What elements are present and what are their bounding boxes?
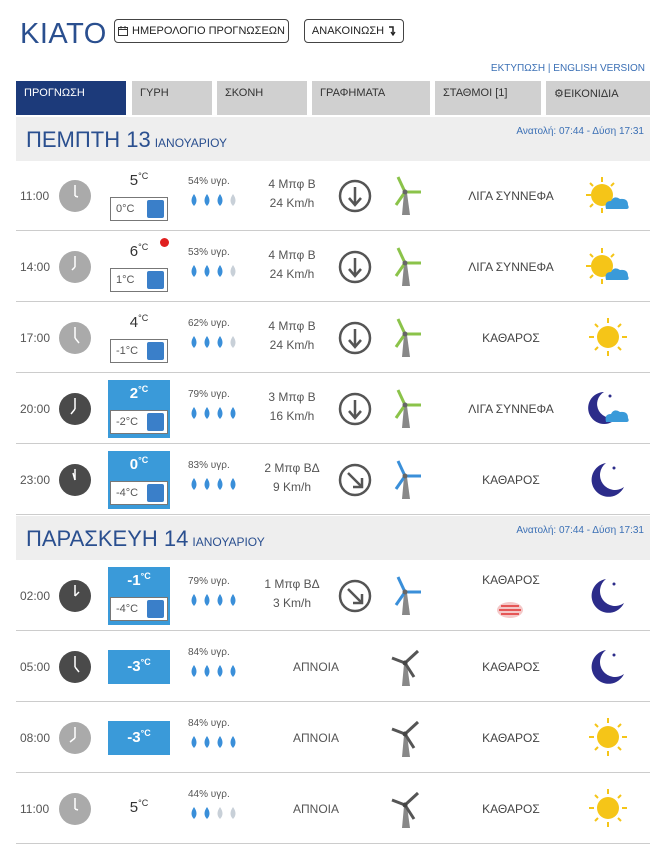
wind-info bbox=[262, 388, 322, 426]
feels-like-box bbox=[110, 410, 168, 434]
tab-label: ΣΚΟΝΗ bbox=[225, 87, 264, 99]
temperature bbox=[108, 571, 170, 589]
temperature-box bbox=[108, 721, 170, 755]
return-arrow-icon bbox=[388, 26, 396, 36]
humidity: 44% υγρ. bbox=[188, 789, 230, 800]
weather-condition: ΚΑΘΑΡΟΣ bbox=[482, 473, 540, 487]
degree-unit: °C bbox=[138, 242, 149, 252]
moon-icon bbox=[584, 459, 632, 499]
feels-like-value: 0°C bbox=[116, 203, 135, 215]
feels-like-value: -4°C bbox=[116, 603, 139, 615]
tab-label: ΓΡΑΦΗΜΑΤΑ bbox=[320, 87, 386, 99]
row-time: 14:00 bbox=[20, 260, 51, 274]
sun-icon bbox=[584, 317, 632, 357]
temperature bbox=[108, 455, 170, 473]
degree-unit: °C bbox=[138, 313, 149, 323]
wind-info bbox=[262, 459, 322, 497]
temperature-value: 2 bbox=[129, 385, 139, 402]
wind-speed: 3 Km/h bbox=[272, 596, 311, 610]
day-header bbox=[16, 117, 650, 161]
tab-label: ΠΡΟΓΝΩΣΗ bbox=[24, 87, 85, 99]
humidity-drops-icon bbox=[188, 735, 240, 749]
wind-beaufort: 4 Μπφ Β bbox=[268, 248, 316, 262]
wind-direction-icon bbox=[338, 463, 372, 497]
temperature-value: -3 bbox=[127, 658, 141, 675]
feels-like-box bbox=[110, 481, 168, 505]
calendar-button-label: ΗΜΕΡΟΛΟΓΙΟ ΠΡΟΓΝΩΣΕΩΝ bbox=[132, 25, 285, 37]
wind-direction-icon bbox=[338, 179, 372, 213]
wind-calm: ΑΠΝΟΙΑ bbox=[292, 802, 339, 816]
moon-icon bbox=[584, 575, 632, 615]
tab-bar bbox=[16, 81, 650, 115]
wind-turbine-icon bbox=[388, 717, 424, 759]
city-title: ΚΙΑΤΟ bbox=[20, 18, 107, 50]
temperature-value: 5 bbox=[129, 172, 139, 189]
feels-like-value: -4°C bbox=[116, 487, 139, 499]
humidity: 62% υγρ. bbox=[188, 318, 230, 329]
clock-icon bbox=[58, 579, 92, 613]
wind-info bbox=[262, 175, 322, 213]
humidity-drops-icon bbox=[188, 406, 240, 420]
weather-condition: ΚΑΘΑΡΟΣ bbox=[482, 573, 540, 587]
tab-pollen[interactable] bbox=[132, 81, 212, 115]
temperature bbox=[108, 384, 170, 402]
wind-turbine-icon bbox=[388, 388, 424, 430]
wind-direction-icon bbox=[338, 579, 372, 613]
announcement-button-label: ΑΝΑΚΟΙΝΩΣΗ bbox=[311, 25, 385, 37]
degree-unit: °C bbox=[138, 384, 149, 394]
row-time: 11:00 bbox=[20, 802, 50, 816]
temperature-value: 4 bbox=[129, 314, 139, 331]
humidity-drops-icon bbox=[188, 593, 240, 607]
sun-icon bbox=[584, 717, 632, 757]
tab-dust[interactable] bbox=[217, 81, 307, 115]
feels-like-box bbox=[110, 597, 168, 621]
tab-label: ΣΤΑΘΜΟΙ [1] bbox=[443, 87, 508, 99]
temperature bbox=[108, 657, 170, 675]
moon-icon bbox=[584, 646, 632, 686]
wind-direction-icon bbox=[338, 321, 372, 355]
forecast-row bbox=[16, 232, 650, 302]
day-title: ΠΕΜΠΤΗ 13 bbox=[26, 127, 151, 152]
wind-turbine-icon bbox=[388, 646, 424, 688]
clock-icon bbox=[58, 650, 92, 684]
announcement-button[interactable] bbox=[304, 19, 404, 43]
sunrise-sunset: Ανατολή: 07:44 - Δύση 17:31 bbox=[516, 126, 644, 137]
humidity-drops-icon bbox=[188, 477, 240, 491]
day-title: ΠΑΡΑΣΚΕΥΗ 14 bbox=[26, 526, 189, 551]
feels-like-value: -1°C bbox=[116, 345, 139, 357]
day-month: ΙΑΝΟΥΑΡΙΟΥ bbox=[192, 535, 265, 549]
clock-icon bbox=[58, 721, 92, 755]
temperature-box bbox=[108, 650, 170, 684]
row-time: 02:00 bbox=[20, 589, 51, 603]
row-time: 05:00 bbox=[20, 660, 51, 674]
wind-turbine-icon bbox=[388, 459, 424, 501]
partly-cloudy-sun-icon bbox=[584, 175, 632, 215]
temperature-box bbox=[108, 167, 170, 225]
humidity: 83% υγρ. bbox=[188, 460, 230, 471]
temperature-box bbox=[108, 380, 170, 438]
degree-unit: °C bbox=[138, 455, 149, 465]
weather-condition: ΚΑΘΑΡΟΣ bbox=[482, 331, 540, 345]
wind-info bbox=[262, 317, 322, 355]
feels-like-box bbox=[110, 197, 168, 221]
partly-cloudy-moon-icon bbox=[584, 388, 632, 428]
feels-like-value: -2°C bbox=[116, 416, 139, 428]
temperature bbox=[108, 798, 170, 816]
temperature bbox=[108, 313, 170, 331]
humidity-drops-icon bbox=[188, 264, 240, 278]
weather-condition: ΚΑΘΑΡΟΣ bbox=[482, 660, 540, 674]
humidity: 53% υγρ. bbox=[188, 247, 230, 258]
tab-charts[interactable] bbox=[312, 81, 430, 115]
temperature bbox=[108, 171, 170, 189]
row-time: 08:00 bbox=[20, 731, 51, 745]
wind-beaufort: 2 Μπφ ΒΔ bbox=[264, 461, 320, 475]
wind-info bbox=[262, 575, 322, 613]
wind-beaufort: 4 Μπφ Β bbox=[268, 177, 316, 191]
header-links bbox=[491, 63, 645, 74]
day-month: ΙΑΝΟΥΑΡΙΟΥ bbox=[154, 136, 228, 150]
wind-beaufort: 4 Μπφ Β bbox=[268, 319, 316, 333]
humidity: 79% υγρ. bbox=[188, 389, 230, 400]
temperature-value: 5 bbox=[129, 799, 139, 816]
temperature-box bbox=[108, 309, 170, 367]
wind-speed: 24 Km/h bbox=[269, 338, 315, 352]
degree-unit: °C bbox=[140, 728, 151, 738]
humidity-drops-icon bbox=[188, 193, 240, 207]
degree-unit: °C bbox=[140, 571, 151, 581]
feels-like-value: 1°C bbox=[116, 274, 135, 286]
tab-icons[interactable] bbox=[546, 81, 650, 115]
forecast-row bbox=[16, 303, 650, 373]
calendar-icon bbox=[118, 26, 128, 36]
wind-beaufort: 1 Μπφ ΒΔ bbox=[264, 577, 320, 591]
forecast-row bbox=[16, 774, 650, 844]
thermometer-person-icon bbox=[147, 200, 164, 218]
row-time: 11:00 bbox=[20, 189, 50, 203]
humidity-drops-icon bbox=[188, 806, 240, 820]
tab-label: ΓΥΡΗ bbox=[140, 87, 169, 99]
clock-icon bbox=[58, 792, 92, 826]
temperature-box bbox=[108, 567, 170, 625]
humidity: 79% υγρ. bbox=[188, 576, 230, 587]
thermometer-person-icon bbox=[147, 484, 164, 502]
clock-icon bbox=[58, 463, 92, 497]
day-header bbox=[16, 516, 650, 560]
tab-label: ΕΙΚΟΝΙΔΙΑ bbox=[563, 88, 619, 100]
partly-cloudy-sun-icon bbox=[584, 246, 632, 286]
humidity-drops-icon bbox=[188, 335, 240, 349]
degree-unit: °C bbox=[138, 798, 149, 808]
english-version-link[interactable]: ENGLISH VERSION bbox=[553, 63, 645, 74]
temperature-box bbox=[108, 238, 170, 296]
temperature-value: 0 bbox=[129, 456, 139, 473]
clock-icon bbox=[58, 179, 92, 213]
humidity: 84% υγρ. bbox=[188, 647, 230, 658]
wind-speed: 24 Km/h bbox=[269, 196, 315, 210]
temperature-value: 6 bbox=[129, 243, 139, 260]
forecast-row bbox=[16, 632, 650, 702]
thermometer-person-icon bbox=[147, 413, 164, 431]
header bbox=[0, 0, 653, 100]
row-time: 17:00 bbox=[20, 331, 51, 345]
wind-speed: 24 Km/h bbox=[269, 267, 315, 281]
degree-unit: °C bbox=[140, 657, 151, 667]
weather-condition: ΚΑΘΑΡΟΣ bbox=[482, 802, 540, 816]
sun-icon bbox=[584, 788, 632, 828]
feels-like-box bbox=[110, 268, 168, 292]
thermometer-person-icon bbox=[147, 600, 164, 618]
sunrise-sunset: Ανατολή: 07:44 - Δύση 17:31 bbox=[516, 525, 644, 536]
row-time: 23:00 bbox=[20, 473, 51, 487]
wind-turbine-icon bbox=[388, 246, 424, 288]
forecast-row bbox=[16, 445, 650, 515]
weather-condition: ΚΑΘΑΡΟΣ bbox=[482, 731, 540, 745]
thermometer-person-icon bbox=[147, 271, 164, 289]
weather-condition: ΛΙΓΑ ΣΥΝΝΕΦΑ bbox=[468, 189, 554, 203]
thermometer-person-icon bbox=[147, 342, 164, 360]
tab-stations[interactable] bbox=[435, 81, 541, 115]
clock-icon bbox=[58, 321, 92, 355]
gear-icon: ⚙ bbox=[554, 88, 564, 100]
fog-warning-icon bbox=[496, 601, 524, 619]
feels-like-box bbox=[110, 339, 168, 363]
day-name bbox=[26, 526, 265, 552]
degree-unit: °C bbox=[138, 171, 149, 181]
temperature bbox=[108, 728, 170, 746]
temperature-box bbox=[108, 451, 170, 509]
wind-direction-icon bbox=[338, 250, 372, 284]
row-time: 20:00 bbox=[20, 402, 51, 416]
clock-icon bbox=[58, 250, 92, 284]
wind-turbine-icon bbox=[388, 175, 424, 217]
humidity-drops-icon bbox=[188, 664, 240, 678]
wind-speed: 9 Km/h bbox=[272, 480, 311, 494]
wind-direction-icon bbox=[338, 392, 372, 426]
wind-turbine-icon bbox=[388, 317, 424, 359]
wind-beaufort: 3 Μπφ Β bbox=[268, 390, 316, 404]
temperature-value: -1 bbox=[127, 572, 141, 589]
links-separator: | bbox=[547, 63, 551, 74]
forecast-calendar-button[interactable] bbox=[114, 19, 289, 43]
forecast-row bbox=[16, 703, 650, 773]
humidity: 84% υγρ. bbox=[188, 718, 230, 729]
tab-forecast[interactable] bbox=[16, 81, 126, 115]
wind-info bbox=[262, 246, 322, 284]
wind-speed: 16 Km/h bbox=[269, 409, 315, 423]
temperature-box bbox=[108, 792, 170, 826]
forecast-row bbox=[16, 561, 650, 631]
wind-turbine-icon bbox=[388, 575, 424, 617]
forecast-row bbox=[16, 374, 650, 444]
wind-turbine-icon bbox=[388, 788, 424, 830]
wind-calm: ΑΠΝΟΙΑ bbox=[292, 660, 339, 674]
temperature-value: -3 bbox=[127, 729, 141, 746]
clock-icon bbox=[58, 392, 92, 426]
humidity: 54% υγρ. bbox=[188, 176, 230, 187]
weather-condition: ΛΙΓΑ ΣΥΝΝΕΦΑ bbox=[468, 260, 554, 274]
forecast-row bbox=[16, 161, 650, 231]
max-temp-marker bbox=[160, 238, 169, 247]
day-name bbox=[26, 127, 227, 153]
weather-condition: ΛΙΓΑ ΣΥΝΝΕΦΑ bbox=[468, 402, 554, 416]
wind-calm: ΑΠΝΟΙΑ bbox=[292, 731, 339, 745]
print-link[interactable]: ΕΚΤΥΠΩΣΗ bbox=[490, 63, 546, 74]
